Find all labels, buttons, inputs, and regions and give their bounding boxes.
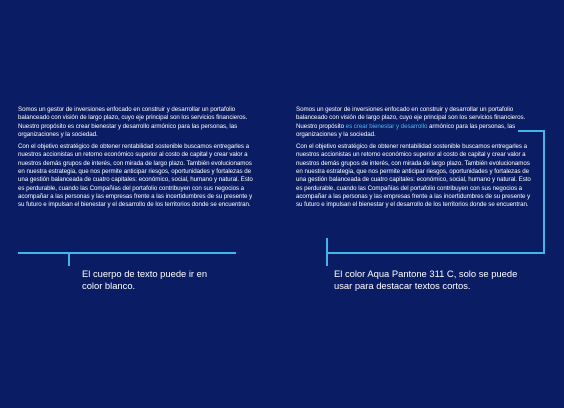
aqua-highlight-text: es crear bienestar y desarrollo	[345, 122, 428, 130]
left-callout-vertical-line	[68, 252, 70, 266]
left-paragraph-2: Con el objetivo estratégico de obtener rentabilidad sostenible buscamos entregarles a nuestros accionistas un retorno económico superior al costo de capital y crear valor a nuestros demás grupos de interés, con mirada de largo plazo. También evolucionamos en nuestra estrategia, que nos permite anticipar riesgos, oportunidades y fortalezas de una gestión balanceada de cuatro capitales: económico, social, humano y natural. Esto es perdurable, cuando las Compañías del portafolio contribuyen con sus negocios a acompañar a las personas y las empresas frente a las incertidumbres de su presente y su futuro e impulsan el bienestar y el desarrollo de los territorios donde se encuentran.	[18, 143, 253, 209]
right-callout-horizontal-line	[326, 252, 545, 254]
sample-aqua-highlight-text	[296, 106, 538, 214]
left-caption: El cuerpo de texto puede ir en color blanco.	[82, 268, 208, 291]
right-paragraph-1-start: Somos un gestor de inversiones enfocado en construir y desarrollar un portafolio balanceado con visión de largo plazo, cuyo eje principal son los servicios financieros. Nuestro propósito	[296, 106, 526, 130]
left-callout-horizontal-line	[18, 252, 236, 254]
left-paragraph-1: Somos un gestor de inversiones enfocado en construir y desarrollar un portafolio balanceado con visión de largo plazo, cuyo eje principal son los servicios financieros. Nuestro propósito es crear bienestar y desarrollo armónico para las personas, las organizaciones y la sociedad.	[18, 106, 248, 138]
right-paragraph-1-end: armónico para las personas, las organizaciones y la sociedad.	[296, 122, 516, 138]
right-caption-connector-line	[326, 238, 328, 266]
right-callout-vertical-line	[543, 130, 545, 252]
right-paragraph-2: Con el objetivo estratégico de obtener rentabilidad sostenible buscamos entregarles a nuestros accionistas un retorno económico superior al costo de capital y crear valor a nuestros demás grupos de interés, con mirada de largo plazo. También evolucionamos en nuestra estrategia, que nos permite anticipar riesgos, oportunidades y fortalezas de una gestión balanceada de cuatro capitales: económico, social, humano y natural. Esto es perdurable, cuando las Compañías del portafolio contribuyen con sus negocios a acompañar a las personas y las empresas frente a las incertidumbres de su presente y su futuro e impulsan el bienestar y el desarrollo de los territorios donde se encuentran.	[296, 143, 531, 209]
sample-white-body-text	[18, 106, 260, 214]
right-caption: El color Aqua Pantone 311 C, solo se puede usar para destacar textos cortos.	[334, 268, 518, 291]
right-paragraph-1	[296, 106, 538, 139]
highlight-pointer-line	[518, 130, 544, 132]
